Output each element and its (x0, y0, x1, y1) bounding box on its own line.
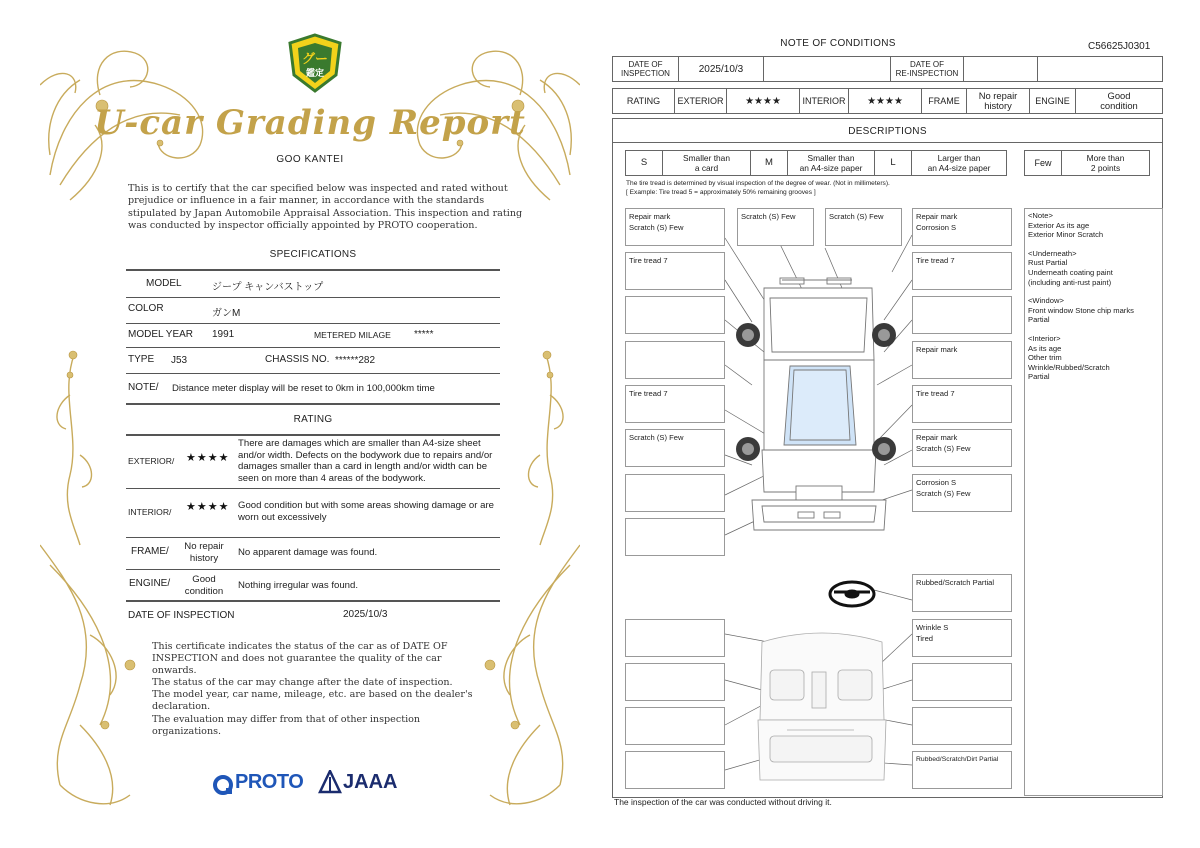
divider (126, 488, 500, 489)
engine-label: ENGINE (1030, 89, 1076, 113)
interior-description: Good condition but with some areas showing damage or are worn out excessively (238, 500, 494, 523)
note-section-underneath: <Underneath> Rust Partial Underneath coating paint (including anti-rust paint) (1028, 248, 1113, 287)
interior-stars: ★★★★ (849, 89, 922, 113)
condition-box-right-6: Repair mark Scratch (S) Few (912, 429, 1012, 467)
condition-box-tire-rear-right: Tire tread 7 (912, 385, 1012, 423)
note-section-interior: <Interior> As its age Other trim Wrinkle/Rubbed/Scratch Partial (1028, 333, 1110, 382)
frame-label: FRAME/ (131, 546, 169, 557)
divider (126, 537, 500, 538)
condition-box-interior-left-3 (625, 707, 725, 745)
engine-value: Good condition (1100, 89, 1138, 111)
car-interior-view (758, 633, 886, 780)
svg-text:鑑定: 鑑定 (305, 69, 325, 79)
car-top-view (752, 278, 886, 530)
model-label: MODEL (146, 278, 182, 289)
condition-box-tire-front-left: Tire tread 7 (625, 252, 725, 290)
note-section-general: <Note> Exterior As its age Exterior Minor Scratch (1028, 211, 1104, 240)
grading-certificate (40, 25, 580, 825)
condition-box-front-center-right: Scratch (S) Few (825, 208, 902, 246)
brand-name: GOO KANTEI (276, 154, 344, 165)
exterior-label: EXTERIOR/ (128, 456, 175, 466)
rating-heading: RATING (293, 414, 333, 425)
model-year-label: MODEL YEAR (128, 329, 194, 340)
report-script-title: U-car Grading Report (94, 103, 526, 143)
divider (126, 373, 500, 374)
frame-label: FRAME (922, 89, 967, 113)
legend-few: Few (1025, 151, 1062, 175)
certification-statement: This is to certify that the car specified below was inspected and rated without prejudice or influence in a fair manner, in accordance with the standards stipulated by Japan Automobile Appraisal Association. This inspection and rating was conducted by inspector officially appointed by PROTO cooperation. (128, 183, 523, 232)
jaaa-logo-text: JAAA (343, 771, 398, 793)
condition-box-left-4 (625, 341, 725, 379)
interior-label: INTERIOR (800, 89, 849, 113)
divider (126, 403, 500, 405)
color-value: ガンM (212, 308, 241, 319)
condition-box-interior-left-4 (625, 751, 725, 789)
condition-box-interior-right-3 (912, 707, 1012, 745)
interior-stars: ★★★★ (186, 501, 230, 513)
sheet-title: NOTE OF CONDITIONS (780, 38, 896, 49)
steering-wheel-icon (830, 582, 874, 606)
divider (126, 600, 500, 602)
condition-box-tire-rear-left: Tire tread 7 (625, 385, 725, 423)
notes-panel (1024, 208, 1163, 796)
interior-label: INTERIOR/ (128, 507, 172, 517)
note-of-conditions-sheet (612, 30, 1164, 810)
condition-box-left-8 (625, 518, 725, 556)
note-value: Distance meter display will be reset to 0km in 100,000km time (172, 383, 435, 394)
divider (126, 569, 500, 570)
divider (126, 434, 500, 436)
engine-label: ENGINE/ (129, 578, 171, 589)
metered-mileage-value: ***** (414, 329, 434, 340)
legend-l: L (875, 151, 912, 175)
tire-tread-note: The tire tread is determined by visual inspection of the degree of wear. (Not in millimeters). (626, 180, 890, 187)
condition-box-tire-front-right: Tire tread 7 (912, 252, 1012, 290)
specifications-heading: SPECIFICATIONS (269, 249, 357, 260)
exterior-label: EXTERIOR (675, 89, 727, 113)
color-label: COLOR (128, 303, 164, 314)
proto-logo-icon (212, 774, 234, 796)
frame-description: No apparent damage was found. (238, 547, 378, 558)
model-value: ジープ キャンバストップ (212, 282, 324, 293)
condition-box-left-6: Scratch (S) Few (625, 429, 725, 467)
type-label: TYPE (128, 354, 155, 365)
proto-logo-text: PROTO (235, 771, 304, 793)
divider (126, 297, 500, 298)
legend-few-desc: More than 2 points (1086, 153, 1125, 173)
date-of-inspection-value: 2025/10/3 (679, 57, 764, 81)
chassis-value: ******282 (335, 355, 376, 366)
divider (126, 347, 500, 348)
legend-s-desc: Smaller than a card (663, 151, 751, 175)
descriptions-heading: DESCRIPTIONS (848, 126, 927, 137)
svg-text:グー: グー (301, 52, 329, 67)
chassis-label: CHASSIS NO. (265, 354, 330, 365)
condition-box-right-7: Corrosion S Scratch (S) Few (912, 474, 1012, 512)
date-of-inspection-label: DATE OF INSPECTION (128, 610, 235, 621)
condition-box-interior-left-1 (625, 619, 725, 657)
condition-box-right-3 (912, 296, 1012, 334)
condition-box-left-3 (625, 296, 725, 334)
condition-box-front-right: Repair mark Corrosion S (912, 208, 1012, 246)
exterior-description: There are damages which are smaller than A4-size sheet and/or width. Defects on the bodywork due to repairs and/or damages smaller than a card in length and/or width can be seen on more than 4 areas of the bodywork. (238, 438, 493, 484)
legend-l-desc: Larger than an A4-size paper (927, 153, 991, 173)
legend-m: M (751, 151, 788, 175)
condition-box-right-4: Repair mark (912, 341, 1012, 379)
sheet-code: C56625J0301 (1088, 41, 1151, 52)
legend-s: S (626, 151, 663, 175)
condition-box-front-left: Repair mark Scratch (S) Few (625, 208, 725, 246)
note-section-window: <Window> Front window Stone chip marks Partial (1028, 296, 1134, 325)
divider (126, 269, 500, 271)
exterior-stars: ★★★★ (186, 452, 230, 464)
metered-mileage-label: METERED MILAGE (314, 330, 391, 340)
condition-box-interior-right-2 (912, 663, 1012, 701)
rating-label: RATING (613, 89, 675, 113)
model-year-value: 1991 (212, 329, 235, 340)
condition-box-interior-right-4: Rubbed/Scratch/Dirt Partial (912, 751, 1012, 789)
note-label: NOTE/ (128, 382, 159, 393)
exterior-stars: ★★★★ (727, 89, 800, 113)
condition-box-steering: Rubbed/Scratch Partial (912, 574, 1012, 612)
date-of-inspection-label: DATE OF INSPECTION (613, 57, 679, 81)
jaaa-logo-icon (318, 770, 342, 794)
condition-box-front-center-left: Scratch (S) Few (737, 208, 814, 246)
condition-box-interior-left-2 (625, 663, 725, 701)
frame-value: No repair history (967, 89, 1030, 113)
divider (126, 323, 500, 324)
type-value: J53 (171, 355, 188, 366)
engine-value: Good condition (184, 574, 224, 597)
engine-description: Nothing irregular was found. (238, 580, 358, 591)
sheet-footer-note: The inspection of the car was conducted without driving it. (614, 797, 832, 807)
date-of-inspection-value: 2025/10/3 (343, 609, 388, 620)
condition-box-left-7 (625, 474, 725, 512)
date-of-reinspection-label: DATE OF RE-INSPECTION (891, 57, 964, 81)
condition-box-interior-right-1: Wrinkle S Tired (912, 619, 1012, 657)
tire-tread-example: [ Example: Tire tread 5 = approximately 50% remaining grooves ] (626, 189, 816, 196)
legend-m-desc: Smaller than an A4-size paper (788, 151, 875, 175)
frame-value: No repair history (184, 541, 224, 564)
goo-kantei-emblem (286, 33, 344, 95)
disclaimer: This certificate indicates the status of the car as of DATE OF INSPECTION and does not guarantee the quality of the car onwards. The status of the car may change after the date of inspection. The model year, car name, mileage, etc. are based on the dealer's declaration. The evaluation may differ from that of other inspection organizations. (152, 641, 473, 737)
